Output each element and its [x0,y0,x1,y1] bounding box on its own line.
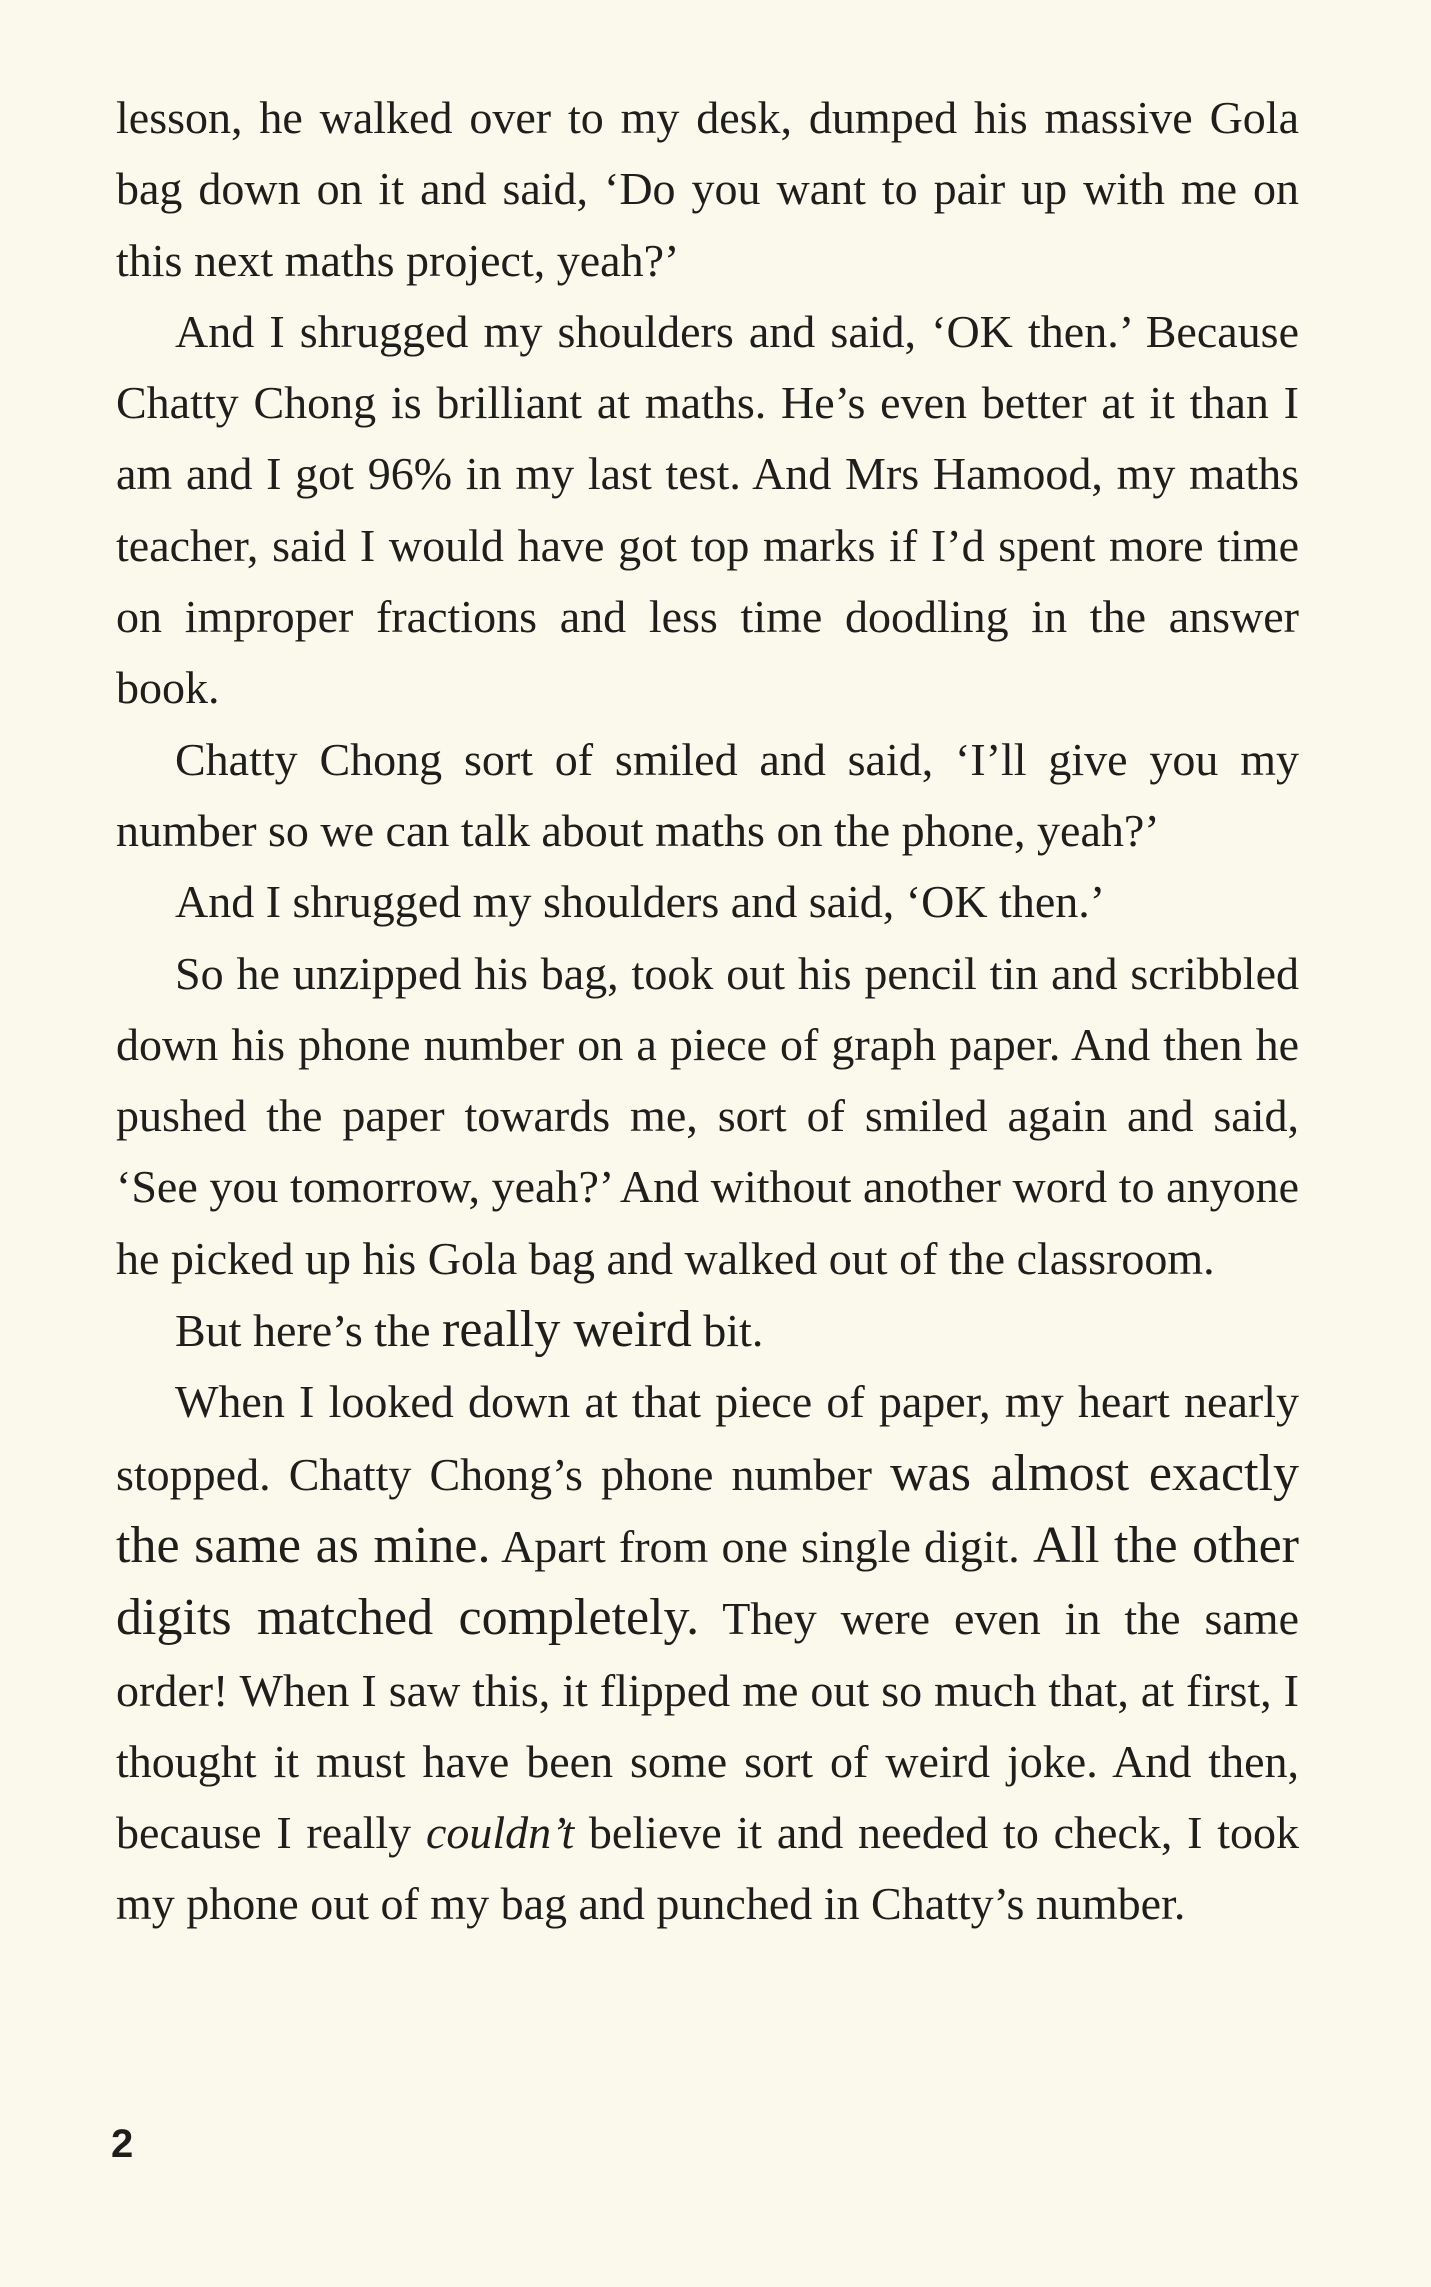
paragraph [116,866,1299,937]
text-segment: They were even in the same order! When I saw this, it flipped me out so much that, at first, I thought it must have been some sort of weird joke. And then, because I really [116,1593,1299,1859]
text-segment: Apart from one single digit. [490,1520,1033,1572]
paragraph [116,938,1299,1294]
text-segment: When I looked down at that piece of paper, my heart nearly stopped. Chatty Chong’s phone number [116,1376,1299,1500]
emphasized-text: really weird [442,1301,692,1359]
paragraph [116,724,1299,867]
text-segment: But here’s the [175,1305,442,1357]
text-segment: believe it and needed to check, I took my phone out of my bag and punched in Chatty’s number. [116,1807,1300,1930]
text-segment: And I shrugged my shoulders and said, ‘OK then.’ [175,876,1106,928]
paragraph [116,1294,1299,1366]
emphasized-text: was almost exactly the same as mine. [116,1444,1299,1574]
paragraph [116,296,1299,724]
body-text [116,82,1299,1940]
text-segment: lesson, he walked over to my desk, dumped his massive Gola bag down on it and said, ‘Do you want to pair up with me on this next maths project, yeah?’ [116,92,1299,286]
italic-text: couldn’t [425,1807,575,1859]
text-segment: So he unzipped his bag, took out his pencil tin and scribbled down his phone number on a piece of graph paper. And then he pushed the paper towards me, sort of smiled again and said, ‘See you tomorrow, yeah?’ And without another word to anyone he picked up his Gola bag and walked out of the classroom. [116,947,1299,1284]
page-number: 2 [111,2122,134,2166]
text-segment: And I shrugged my shoulders and said, ‘OK then.’ Because Chatty Chong is brilliant at maths. He’s even better at it than I am and I got 96% in my last test. And Mrs Hamood, my maths teacher, said I would have got top marks if I’d spent more time on improper fractions and less time doodling in the answer book. [116,305,1299,714]
text-segment: Chatty Chong sort of smiled and said, ‘I’ll give you my number so we can talk about maths on the phone, yeah?’ [116,733,1299,856]
text-segment: bit. [691,1305,764,1357]
paragraph [116,1366,1299,1939]
paragraph [116,82,1299,296]
emphasized-text: All the other digits matched completely. [116,1516,1299,1647]
